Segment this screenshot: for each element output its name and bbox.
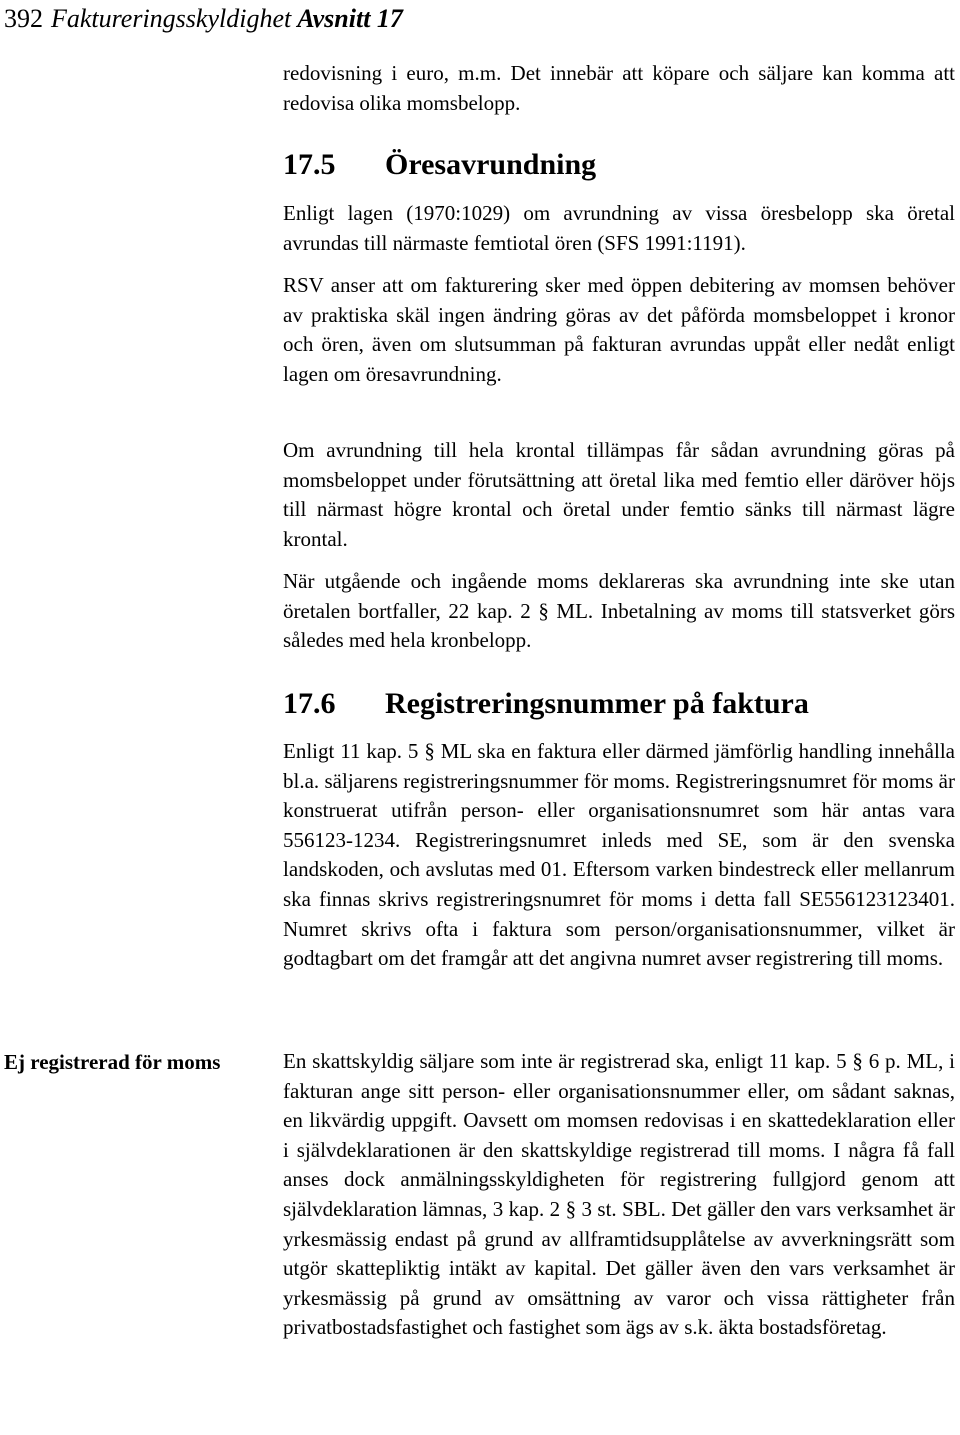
intro-paragraph: redovisning i euro, m.m. Det innebär att köpare och säljare kan komma att redovisa olika momsbelopp.: [283, 61, 955, 115]
paragraph: En skattskyldig säljare som inte är registrerad ska, enligt 11 kap. 5 § 6 p. ML, i fakturan ange sitt person- eller organisationsnummer eller, om sådant saknas, en likvärdig uppgift. Oavsett om momsen redovisas i en skattedeklaration eller i självdeklarationen är den skattskyldige registrerad till moms. I några få fall anses dock anmälningsskyldigheten för registrering fullgjord genom att självdeklaration lämnas, 3 kap. 2 § 3 st. SBL. Det gäller den vars verksamhet är yrkesmässig endast på grund av allframtidsupplåtelse av avverkningsrätt som utgör skattepliktig intäkt av kapital. Det gäller även den vars verksamhet är yrkesmässig på grund av omsättning av varor och vissa rättigheter från privatbostadsfastighet och fastighet som ägs av s.k. äkta bostadsföretag.: [283, 1049, 955, 1340]
paragraph: Enligt lagen (1970:1029) om avrundning av vissa öresbelopp ska öretal avrundas till närmaste femtiotal ören (SFS 1991:1191).: [283, 201, 955, 255]
margin-note: Ej registrerad för moms: [4, 1050, 221, 1074]
section-title: Öresavrundning: [385, 148, 597, 181]
section-label: Avsnitt 17: [297, 4, 403, 33]
paragraph: När utgående och ingående moms deklareras ska avrundning inte ske utan öretalen bortfaller, 22 kap. 2 § ML. Inbetalning av moms till statsverket görs således med hela kronbelopp.: [283, 569, 955, 653]
section-number: 17.6: [283, 687, 336, 720]
section-heading-17-6: [283, 686, 809, 722]
section-heading-17-5: [283, 147, 596, 183]
book-title: Faktureringsskyldighet: [51, 4, 292, 33]
running-header: [4, 4, 403, 34]
paragraph: Om avrundning till hela krontal tillämpas får sådan avrundning göras på momsbeloppet under förutsättning att öretal lika med femtio eller däröver höjs till närmast högre krontal och öretal under femtio sänks till närmast lägre krontal.: [283, 438, 955, 551]
section-title: Registreringsnummer på faktura: [385, 687, 809, 720]
section-number: 17.5: [283, 148, 336, 181]
paragraph: Enligt 11 kap. 5 § ML ska en faktura eller därmed jämförlig handling innehålla bl.a. säljarens registreringsnummer för moms. Registreringsnumret för moms är konstruerat utifrån person- eller organisationsnumret som här antas vara 556123-1234. Registreringsnumret inleds med SE, som är den svenska landskoden, och avslutas med 01. Eftersom varken bindestreck eller mellanrum ska finnas skrivs registreringsnumret för moms i detta fall SE556123123401. Numret skrivs ofta i faktura som person/organisationsnummer, vilket är godtagbart om det framgår att det angivna numret avser registrering till moms.: [283, 739, 955, 971]
paragraph: RSV anser att om fakturering sker med öppen debitering av momsen behöver av praktiska skäl ingen ändring göras av det påförda momsbeloppet i kronor och ören, även om slutsumman på fakturan avrundas uppåt eller nedåt enligt lagen om öresavrundning.: [283, 273, 955, 386]
page-number: 392: [4, 4, 43, 33]
